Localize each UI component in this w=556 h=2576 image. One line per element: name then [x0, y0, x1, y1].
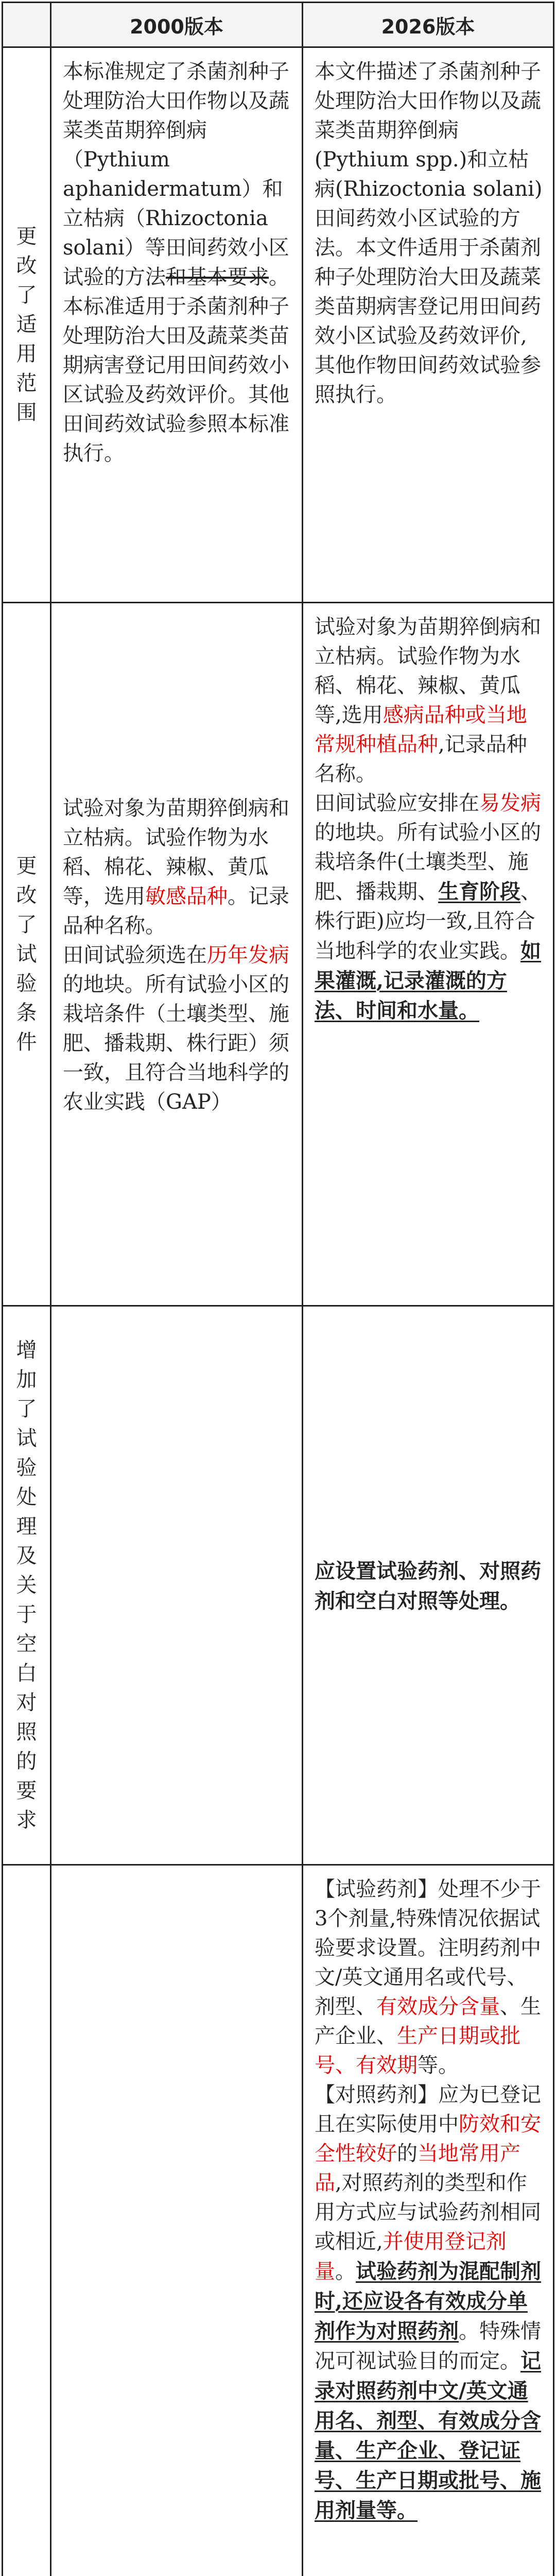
highlighted-text: 并使用登记剂量: [315, 2230, 507, 2283]
old-version-cell: [51, 603, 303, 1306]
text-run: 【试验药剂】处理不少于3个剂量,特殊情况依据试验要求设置。注明药剂中文/英文通用名或代号、剂型、: [315, 1877, 541, 2019]
text-run: 【对照药剂】应为已登记且在实际使用中: [315, 2083, 541, 2136]
row-label: 更改了试验条件: [3, 603, 51, 1306]
header-row: [3, 3, 554, 47]
paragraph: [63, 57, 291, 468]
text-run: 、生产企业、: [315, 1995, 541, 2048]
row-label: 更改了适用范围: [3, 47, 51, 603]
new-version-cell: [303, 1306, 554, 1865]
header-blank: [3, 3, 51, 47]
text-run: 等。: [418, 2054, 459, 2077]
text-run: 。记录品种名称。: [63, 884, 289, 938]
table-row: [3, 603, 554, 1306]
text-run: 的地块。所有试验小区的栽培条件（土壤类型、施肥、播栽期、株行距）须一致，且符合当地科学的农业实践（GAP）: [63, 972, 289, 1114]
header-2000-version: 2000版本: [51, 3, 303, 47]
text-run: 的: [397, 2142, 418, 2165]
highlighted-text: 历年发病: [207, 943, 289, 967]
highlighted-text: 当地常用产品: [315, 2142, 520, 2195]
table-row: [3, 1865, 554, 2576]
row-label: 增加了试验处理及关于空白对照的要求: [3, 1306, 51, 1865]
paragraph: [315, 613, 543, 789]
paragraph: [315, 1556, 543, 1616]
text-run: 本标准规定了杀菌剂种子处理防治大田作物以及蔬菜类苗期猝倒病（Pythium aphanidermatum）和立枯病（Rhizoctonia solani）等田间药效小区试验的方法: [63, 60, 289, 289]
row-label: [3, 1865, 51, 2576]
paragraph: [315, 789, 543, 1026]
highlighted-text: 记录对照药剂中文/英文通用名、剂型、有效成分含量、生产企业、登记证号、生产日期或批号、施用剂量等。: [315, 2349, 541, 2522]
text-run: 试验对象为苗期猝倒病和立枯病。试验作物为水稻、棉花、辣椒、黄瓜等,选用: [315, 615, 541, 727]
table-row: [3, 47, 554, 603]
old-version-cell: [51, 47, 303, 603]
highlighted-text: 和基本要求: [166, 265, 269, 289]
text-run: 田间试验应安排在: [315, 791, 479, 815]
text-run: 。: [335, 2260, 356, 2283]
paragraph: [63, 941, 291, 1117]
highlighted-text: 防效和安全性较好: [315, 2112, 541, 2165]
text-run: 本文件描述了杀菌剂种子处理防治大田作物以及蔬菜类苗期猝倒病(Pythium spp.)和立枯病(Rhizoctonia solani)田间药效小区试验的方法。本文件适用于杀菌剂种子处理防治大田及蔬菜类苗期病害登记用田间药效小区试验及药效评价,其他作物田间药效试验参照执行。: [315, 60, 543, 406]
new-version-cell: [303, 47, 554, 603]
header-2026-version: 2026版本: [303, 3, 554, 47]
new-version-cell: [303, 1865, 554, 2576]
text-run: 。本标准适用于杀菌剂种子处理防治大田及蔬菜类苗期病害登记用田间药效小区试验及药效评价。其他田间药效试验参照本标准执行。: [63, 265, 289, 465]
text-run: 田间试验须选在: [63, 943, 207, 967]
comparison-table: [2, 2, 554, 2576]
text-run: 的地块。所有试验小区的栽培条件(土壤类型、施肥、播栽期、: [315, 821, 541, 904]
old-version-cell: [51, 1306, 303, 1865]
paragraph: [63, 794, 291, 941]
highlighted-text: 敏感品种: [145, 884, 228, 908]
highlighted-text: 感病品种或当地常规种植品种: [315, 703, 527, 756]
highlighted-text: 易发病: [479, 791, 541, 815]
text-run: 、株行距)应均一致,且符合当地科学的农业实践。: [315, 880, 541, 963]
paragraph: [315, 57, 543, 410]
highlighted-text: 试验药剂为混配制剂时,还应设各有效成分单剂作为对照药剂: [315, 2259, 541, 2343]
highlighted-text: 有效成分含量: [376, 1995, 500, 2019]
highlighted-text: 生产日期或批号、有效期: [315, 2024, 520, 2077]
paragraph: [315, 2080, 543, 2526]
highlighted-text: 应设置试验药剂、对照药剂和空白对照等处理。: [315, 1559, 541, 1613]
highlighted-text: 生育阶段: [438, 879, 520, 904]
paragraph: [315, 1875, 543, 2080]
table-row: [3, 1306, 554, 1865]
new-version-cell: [303, 603, 554, 1306]
old-version-cell: [51, 1865, 303, 2576]
text-run: 。特殊情况可视试验目的而定。: [315, 2319, 541, 2373]
text-run: 试验对象为苗期猝倒病和立枯病。试验作物为水稻、棉花、辣椒、黄瓜等，选用: [63, 796, 289, 908]
text-run: ,对照药剂的类型和作用方式应与试验药剂相同或相近,: [315, 2171, 541, 2253]
highlighted-text: 如果灌溉,记录灌溉的方法、时间和水量。: [315, 939, 541, 1023]
text-run: ,记录品种名称。: [315, 733, 527, 786]
